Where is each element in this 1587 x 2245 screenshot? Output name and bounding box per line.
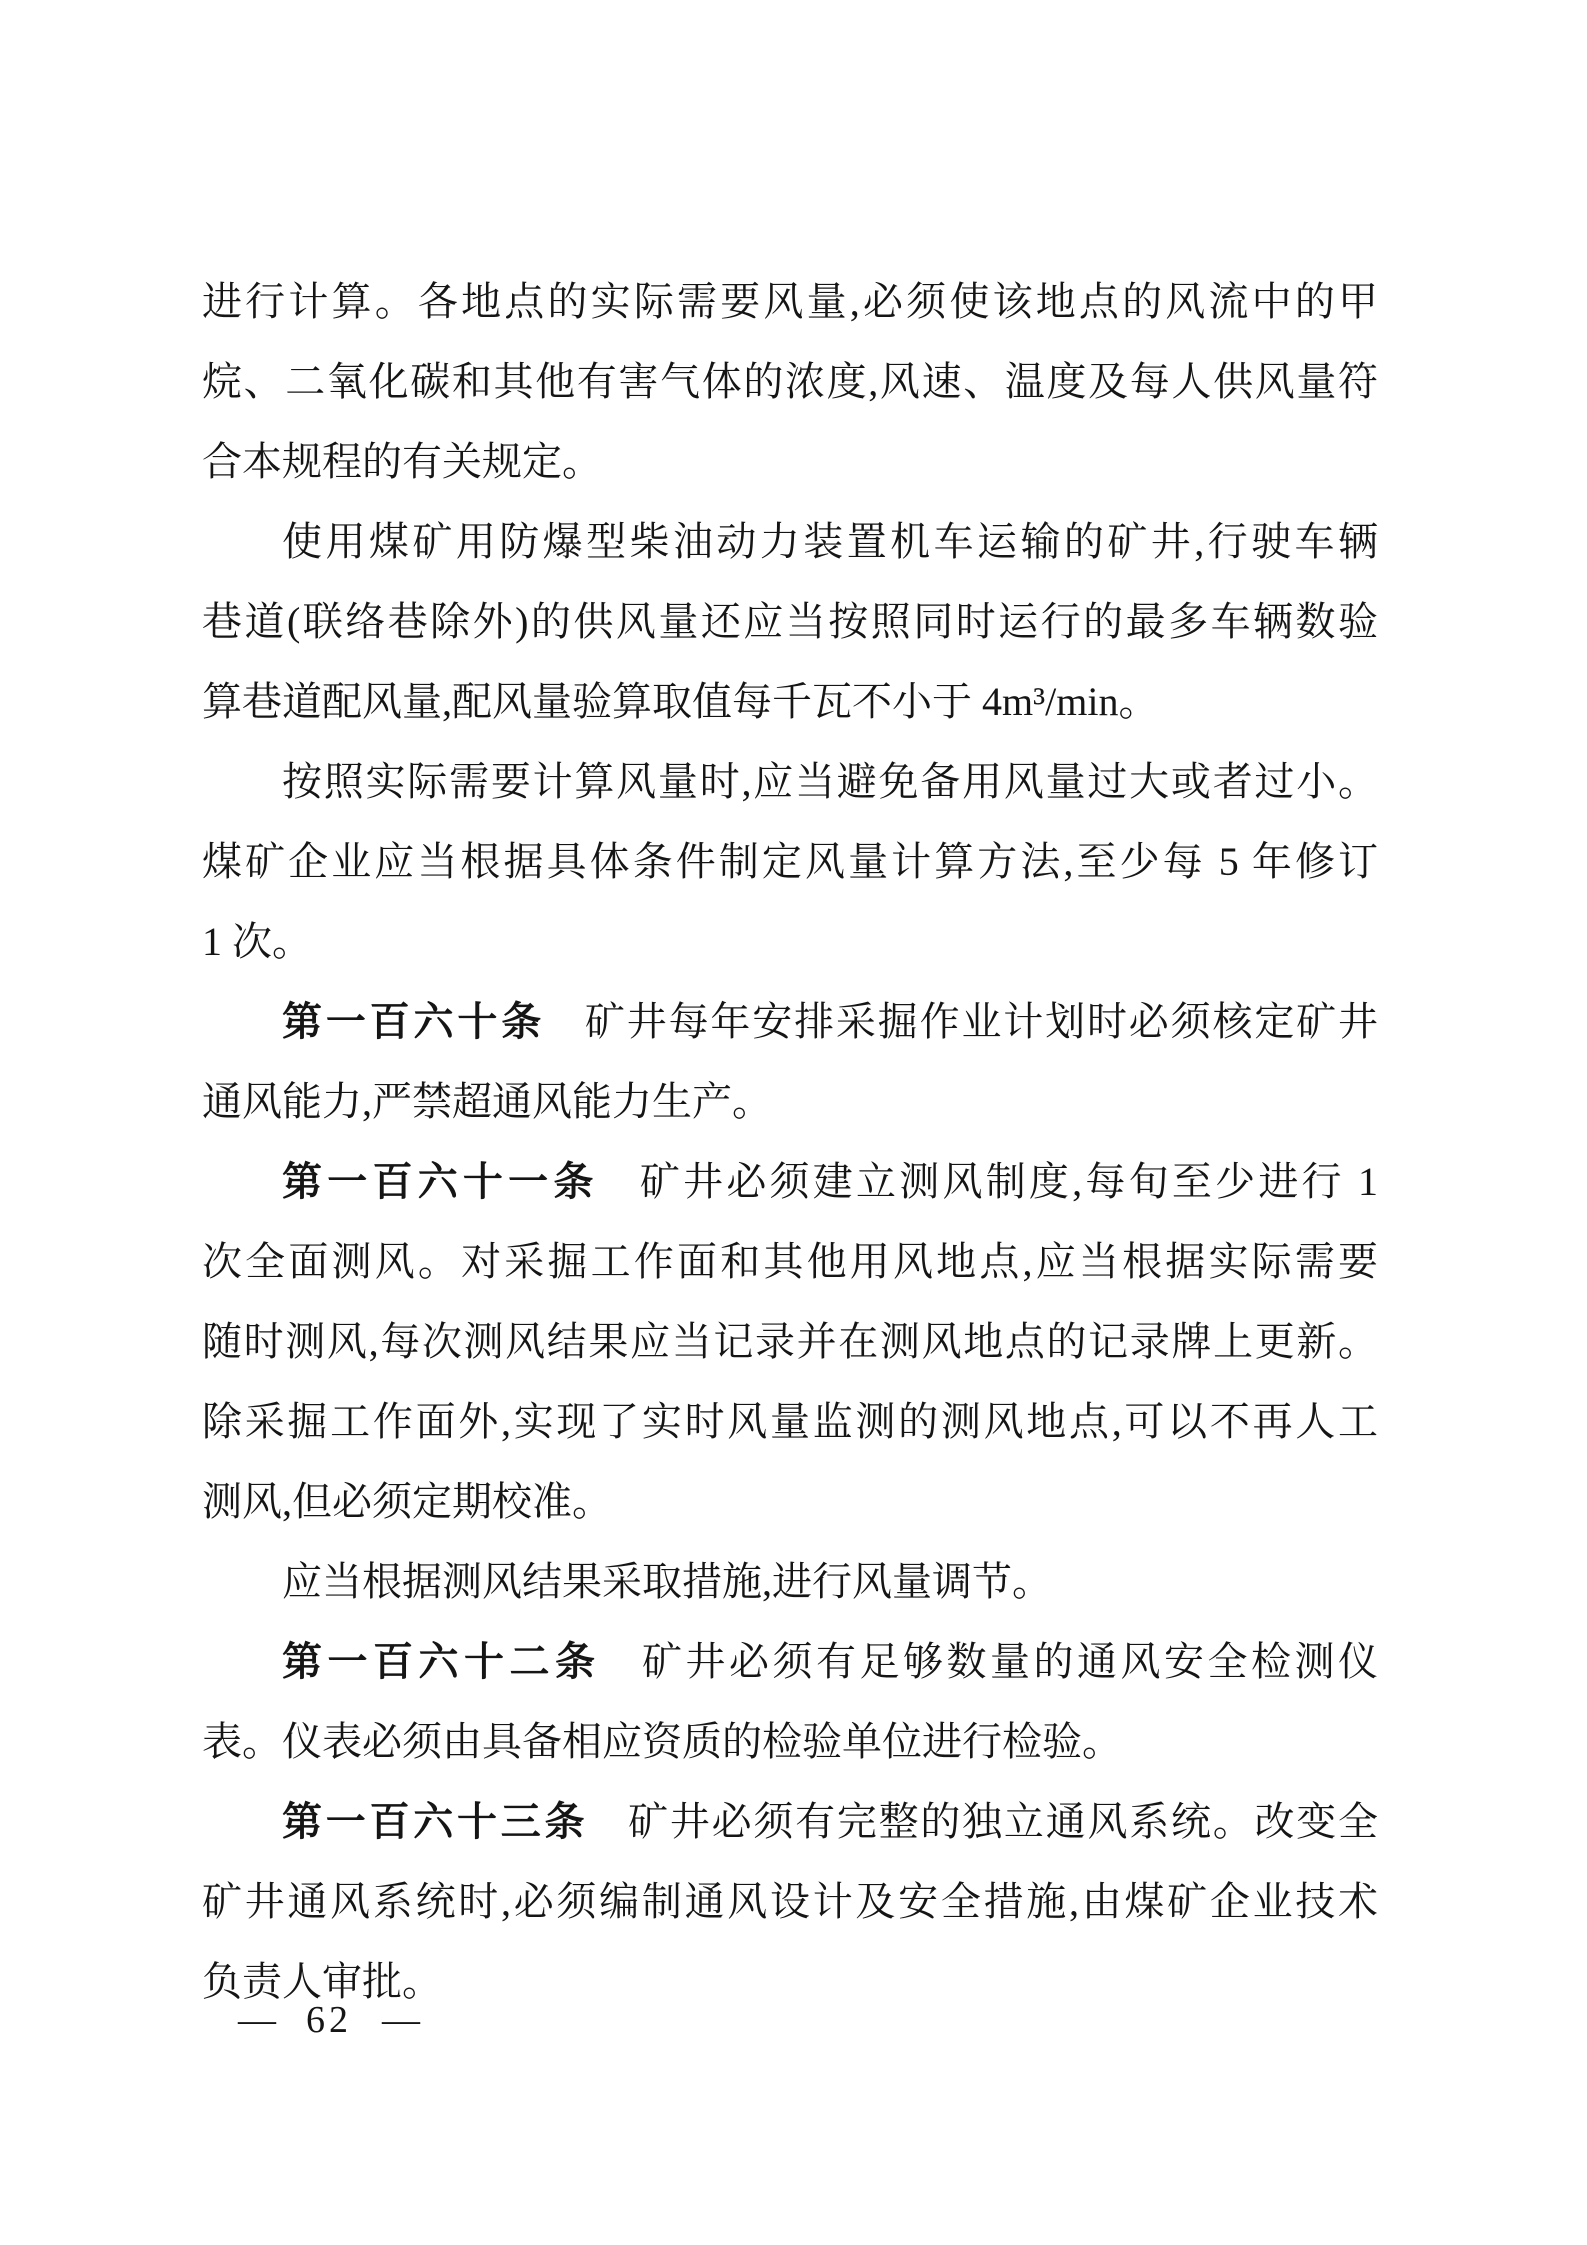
body-text: 随时测风,每次测风结果应当记录并在测风地点的记录牌上更新。 bbox=[202, 1319, 1378, 1364]
body-text: 矿井每年安排采掘作业计划时必须核定矿井 bbox=[583, 999, 1379, 1044]
body-text: 使用煤矿用防爆型柴油动力装置机车运输的矿井,行驶车辆 bbox=[282, 519, 1378, 564]
article-number: 第一百六十二条 bbox=[282, 1640, 601, 1684]
body-text: 矿井必须有完整的独立通风系统。改变全 bbox=[626, 1799, 1379, 1844]
body-text: 烷、二氧化碳和其他有害气体的浓度,风速、温度及每人供风量符 bbox=[202, 359, 1378, 404]
body-text: 矿井通风系统时,必须编制通风设计及安全措施,由煤矿企业技术 bbox=[202, 1879, 1378, 1924]
body-text: 通风能力,严禁超通风能力生产。 bbox=[202, 1079, 772, 1124]
footer-dash-left: — bbox=[238, 1999, 276, 2041]
body-text: 1 bbox=[202, 919, 222, 964]
article-number: 第一百六十条 bbox=[282, 1000, 546, 1044]
body-text: 按照实际需要计算风量时,应当避免备用风量过大或者过小。 bbox=[282, 759, 1378, 804]
body-text: 测风,但必须定期校准。 bbox=[202, 1479, 612, 1524]
text-line bbox=[202, 502, 1378, 582]
body-text: 负责人审批。 bbox=[202, 1959, 442, 2004]
text-line bbox=[202, 1222, 1378, 1302]
text-line bbox=[202, 822, 1378, 902]
body-text: 矿井必须有足够数量的通风安全检测仪 bbox=[638, 1639, 1378, 1684]
body-text: 煤矿企业应当根据具体条件制定风量计算方法,至少每 bbox=[202, 839, 1219, 884]
body-text: 巷道(联络巷除外)的供风量还应当按照同时运行的最多车辆数验 bbox=[202, 599, 1378, 644]
text-line bbox=[202, 1702, 1378, 1782]
body-text: 次全面测风。对采掘工作面和其他用风地点,应当根据实际需要 bbox=[202, 1239, 1378, 1284]
body-text: 。 bbox=[1118, 679, 1159, 724]
article-number: 第一百六十三条 bbox=[282, 1800, 589, 1844]
body-text: 年修订 bbox=[1238, 839, 1379, 884]
body-text: 表。仪表必须由具备相应资质的检验单位进行检验。 bbox=[202, 1719, 1122, 1764]
text-line bbox=[202, 1302, 1378, 1382]
page-footer bbox=[238, 1996, 420, 2044]
body-text: 合本规程的有关规定。 bbox=[202, 439, 602, 484]
text-line bbox=[202, 1862, 1378, 1942]
body-text: 4m³/min bbox=[982, 679, 1119, 724]
text-line bbox=[202, 1062, 1378, 1142]
body-text: 次。 bbox=[222, 919, 312, 964]
body-text: 算巷道配风量,配风量验算取值每千瓦不小于 bbox=[202, 679, 982, 724]
text-line bbox=[202, 262, 1378, 342]
page-number: 62 bbox=[306, 1999, 352, 2041]
article-number: 第一百六十一条 bbox=[282, 1160, 599, 1204]
text-line bbox=[202, 742, 1378, 822]
body-text: 矿井必须建立测风制度,每旬至少进行 bbox=[636, 1159, 1359, 1204]
text-line bbox=[202, 1142, 1378, 1222]
body-text: 除采掘工作面外,实现了实时风量监测的测风地点,可以不再人工 bbox=[202, 1399, 1378, 1444]
text-line bbox=[202, 1622, 1378, 1702]
text-line bbox=[202, 1382, 1378, 1462]
body-text: 1 bbox=[1358, 1159, 1379, 1204]
body-text: 5 bbox=[1218, 839, 1239, 884]
text-line bbox=[202, 1782, 1378, 1862]
text-line bbox=[202, 422, 1378, 502]
text-line bbox=[202, 1462, 1378, 1542]
text-line bbox=[202, 662, 1378, 742]
text-line bbox=[202, 582, 1378, 662]
text-line bbox=[202, 342, 1378, 422]
text-line bbox=[202, 982, 1378, 1062]
body-text: 应当根据测风结果采取措施,进行风量调节。 bbox=[282, 1559, 1052, 1604]
text-line bbox=[202, 1542, 1378, 1622]
body-text: 进行计算。各地点的实际需要风量,必须使该地点的风流中的甲 bbox=[202, 279, 1378, 324]
text-block bbox=[202, 262, 1378, 2022]
text-line bbox=[202, 902, 1378, 982]
footer-dash-right: — bbox=[382, 1999, 420, 2041]
